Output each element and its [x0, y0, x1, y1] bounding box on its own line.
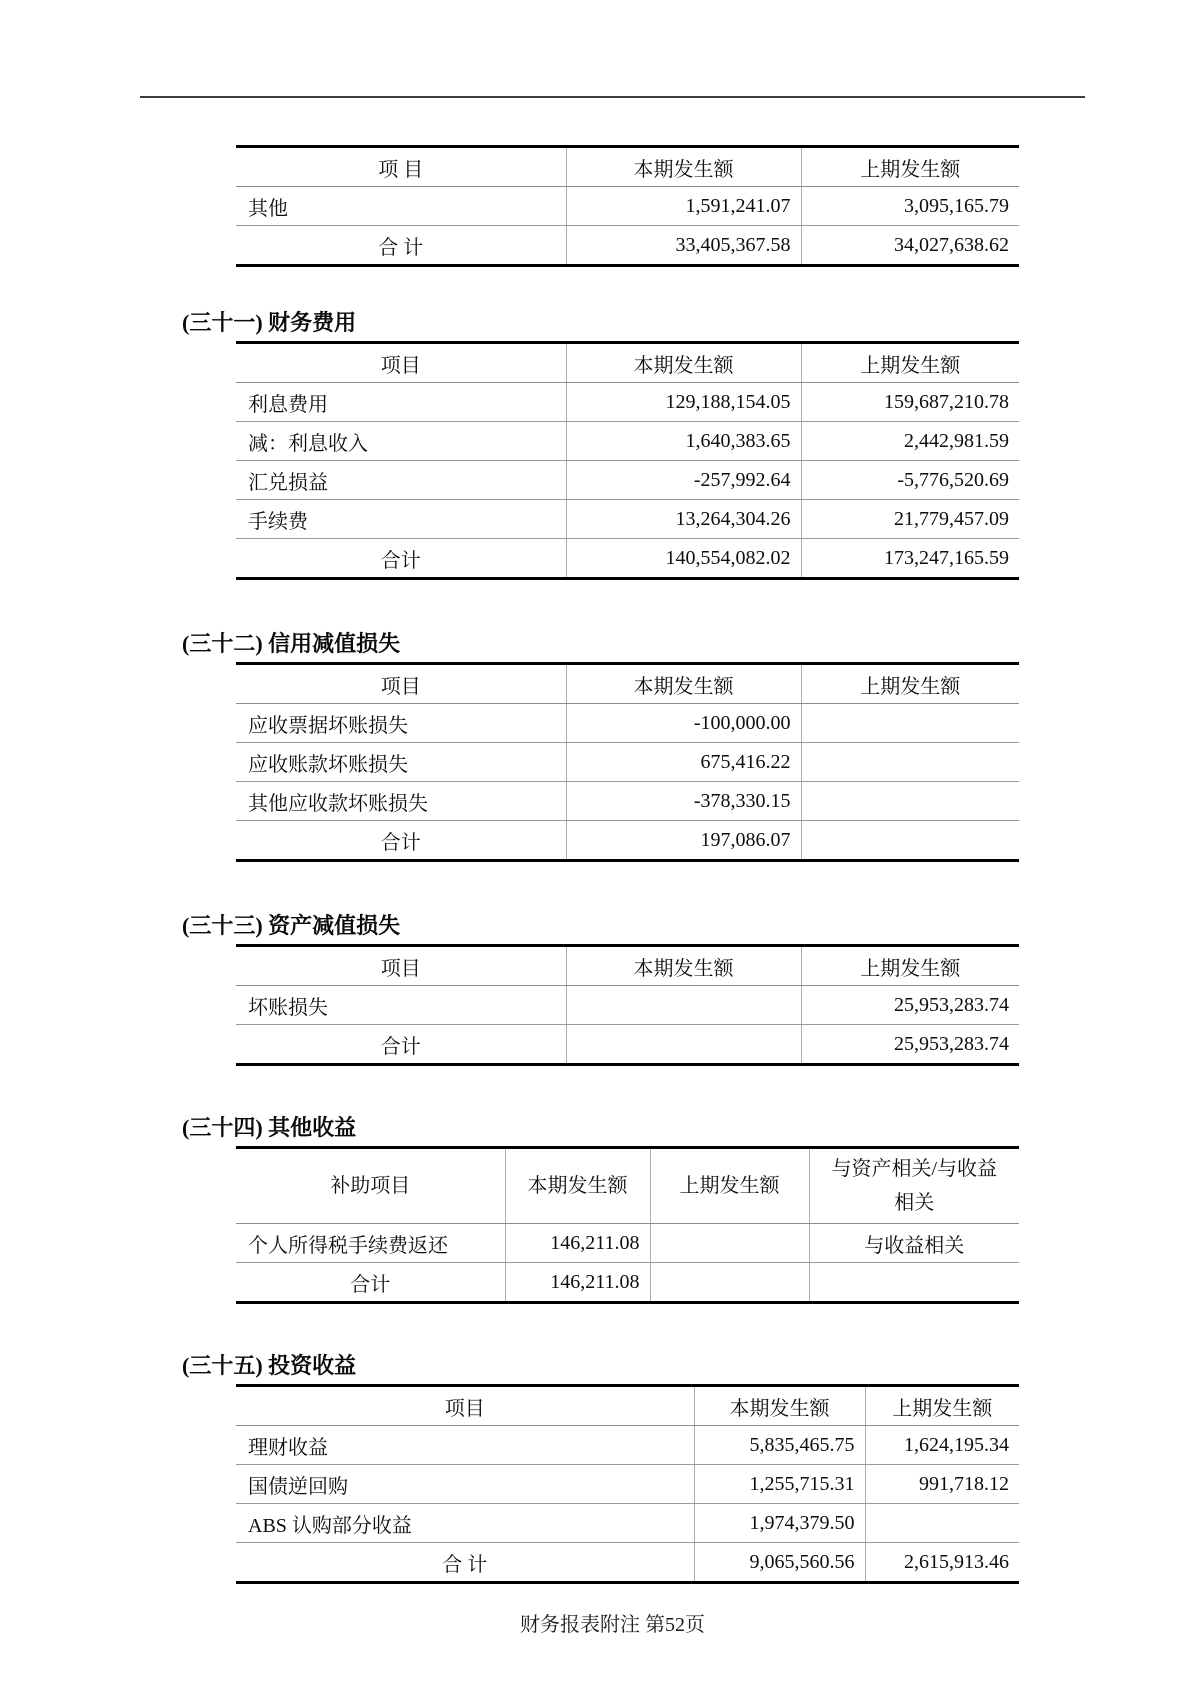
table-cell: 1,640,383.65 [566, 422, 801, 461]
table-cell [566, 986, 801, 1025]
table-cell: 理财收益 [236, 1426, 694, 1465]
table-cell: 3,095,165.79 [801, 187, 1019, 226]
table-row [236, 1426, 1019, 1465]
table-cell: 1,255,715.31 [694, 1465, 865, 1504]
table-cell: 汇兑损益 [236, 461, 566, 500]
table-cell [801, 821, 1019, 861]
table-cell: -257,992.64 [566, 461, 801, 500]
table-row [236, 743, 1019, 782]
column-header: 上期发生额 [801, 664, 1019, 704]
table-row [236, 1465, 1019, 1504]
table-row [236, 1504, 1019, 1543]
section-35-title: (三十五) 投资收益 [182, 1353, 357, 1378]
table-cell: 合 计 [378, 236, 424, 259]
header-row [236, 1148, 1019, 1224]
table-cell: -5,776,520.69 [801, 461, 1019, 500]
column-header: 本期发生额 [566, 946, 801, 986]
column-header: 上期发生额 [865, 1386, 1019, 1426]
column-header: 上期发生额 [650, 1148, 809, 1224]
column-header: 项目 [236, 946, 566, 986]
table-cell: 21,779,457.09 [801, 500, 1019, 539]
section-34-title: (三十四) 其他收益 [182, 1115, 357, 1140]
table-cell: 159,687,210.78 [801, 383, 1019, 422]
table-cell: 5,835,465.75 [694, 1426, 865, 1465]
table-row [236, 1543, 1019, 1583]
table-cell [801, 782, 1019, 821]
other-income-table [236, 1146, 1019, 1304]
table-cell: 146,211.08 [505, 1224, 650, 1263]
table-cell: 合计 [380, 831, 421, 854]
table-cell: 25,953,283.74 [801, 1025, 1019, 1065]
table-cell: 2,442,981.59 [801, 422, 1019, 461]
table-cell: 1,591,241.07 [566, 187, 801, 226]
table-cell: 34,027,638.62 [801, 226, 1019, 266]
section-35-investment-income [0, 1352, 1200, 1584]
table-row [236, 422, 1019, 461]
table-cell [865, 1504, 1019, 1543]
table-cell: 利息费用 [236, 383, 566, 422]
column-header: 本期发生额 [566, 147, 801, 187]
prior-section-total-table [236, 145, 1019, 267]
table-cell: 173,247,165.59 [801, 539, 1019, 579]
page-footer: 财务报表附注 第52页 [520, 1614, 705, 1636]
asset-impairment-loss-table [236, 944, 1019, 1066]
table-cell: 675,416.22 [566, 743, 801, 782]
table-cell: 合计 [380, 1035, 421, 1058]
table-cell: 合 计 [442, 1553, 488, 1576]
table-cell: 个人所得税手续费返还 [236, 1224, 505, 1263]
column-header: 项目 [236, 343, 566, 383]
table-cell: 合计 [380, 549, 421, 572]
table-cell: 146,211.08 [505, 1263, 650, 1303]
column-header: 项目 [236, 664, 566, 704]
table-cell: 应收账款坏账损失 [236, 743, 566, 782]
table-cell: 其他 [236, 187, 566, 226]
column-header: 本期发生额 [566, 664, 801, 704]
table-cell: ABS 认购部分收益 [236, 1504, 694, 1543]
table-row [236, 226, 1019, 266]
table-cell: 合计 [350, 1273, 391, 1296]
table-row [236, 782, 1019, 821]
investment-income-table [236, 1384, 1019, 1584]
table-cell: 应收票据坏账损失 [236, 704, 566, 743]
table-cell: 1,974,379.50 [694, 1504, 865, 1543]
section-33-title: (三十三) 资产减值损失 [182, 913, 401, 938]
table-cell: 坏账损失 [236, 986, 566, 1025]
section-32-title: (三十二) 信用减值损失 [182, 631, 401, 656]
table-row [236, 704, 1019, 743]
section-31-title: (三十一) 财务费用 [182, 310, 357, 335]
table-cell [650, 1224, 809, 1263]
table-cell: 9,065,560.56 [694, 1543, 865, 1583]
column-header: 上期发生额 [801, 147, 1019, 187]
column-header: 上期发生额 [801, 343, 1019, 383]
table-row [236, 383, 1019, 422]
section-32-credit-impairment [0, 630, 1200, 862]
column-header: 本期发生额 [505, 1148, 650, 1224]
table-row [236, 821, 1019, 861]
table-row [236, 986, 1019, 1025]
table-cell: 其他应收款坏账损失 [236, 782, 566, 821]
table-cell: -378,330.15 [566, 782, 801, 821]
column-header: 项 目 [236, 147, 566, 187]
section-33-asset-impairment [0, 912, 1200, 1066]
column-header: 本期发生额 [694, 1386, 865, 1426]
header-row [236, 1386, 1019, 1426]
table-row [236, 500, 1019, 539]
table-cell: 国债逆回购 [236, 1465, 694, 1504]
table-row [236, 1025, 1019, 1065]
table-row [236, 539, 1019, 579]
table-row [236, 461, 1019, 500]
section-34-other-income [0, 1114, 1200, 1304]
column-header: 本期发生额 [566, 343, 801, 383]
table-row [236, 1224, 1019, 1263]
header-row [236, 147, 1019, 187]
table-cell: 140,554,082.02 [566, 539, 801, 579]
section-31-financial-expenses [0, 309, 1200, 580]
table-cell [801, 743, 1019, 782]
column-header: 项目 [236, 1386, 694, 1426]
table-cell: 991,718.12 [865, 1465, 1019, 1504]
table-cell [809, 1263, 1019, 1303]
table-cell: 197,086.07 [566, 821, 801, 861]
section-continued [0, 145, 1200, 267]
table-cell: -100,000.00 [566, 704, 801, 743]
table-cell: 2,615,913.46 [865, 1543, 1019, 1583]
table-cell: 25,953,283.74 [801, 986, 1019, 1025]
table-cell [650, 1263, 809, 1303]
table-cell [566, 1025, 801, 1065]
table-cell: 129,188,154.05 [566, 383, 801, 422]
table-row [236, 1263, 1019, 1303]
table-row [236, 187, 1019, 226]
table-cell: 1,624,195.34 [865, 1426, 1019, 1465]
header-row [236, 343, 1019, 383]
table-cell: 手续费 [236, 500, 566, 539]
table-cell: 与收益相关 [809, 1224, 1019, 1263]
column-header: 上期发生额 [801, 946, 1019, 986]
financial-expenses-table [236, 341, 1019, 580]
table-cell [801, 704, 1019, 743]
column-header: 与资产相关/与收益相关 [809, 1148, 1019, 1224]
header-row [236, 946, 1019, 986]
column-header: 补助项目 [236, 1148, 505, 1224]
table-cell: 13,264,304.26 [566, 500, 801, 539]
credit-impairment-loss-table [236, 662, 1019, 862]
table-cell: 减：利息收入 [236, 422, 566, 461]
header-row [236, 664, 1019, 704]
table-cell: 33,405,367.58 [566, 226, 801, 266]
